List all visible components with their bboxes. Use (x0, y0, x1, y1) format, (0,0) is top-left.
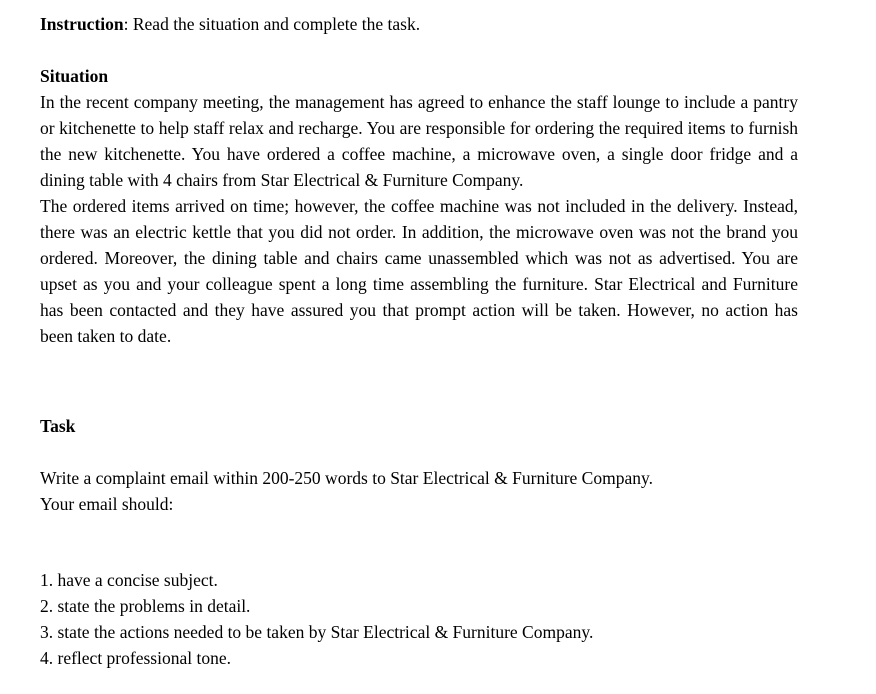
instruction-line (40, 11, 798, 37)
list-item: 2. state the problems in detail. (40, 596, 251, 616)
task-requirements-list (40, 567, 798, 671)
situation-heading: Situation (40, 66, 109, 86)
list-item: 3. state the actions needed to be taken by Star Electrical & Furniture Company. (40, 622, 594, 642)
task-instruction: Write a complaint email within 200-250 words to Star Electrical & Furniture Company. (40, 468, 653, 488)
situation-paragraph-1: In the recent company meeting, the management has agreed to enhance the staff lounge to include a pantry or kitchenette to help staff relax and recharge. You are responsible for ordering the required items to furnish the new kitchenette. You have ordered a coffee machine, a microwave oven, a single door fridge and a dining table with 4 chairs from Star Electrical & Furniture Company. (40, 92, 798, 190)
task-heading: Task (40, 416, 76, 436)
situation-paragraph-2: The ordered items arrived on time; however, the coffee machine was not included in the delivery. Instead, there was an electric kettle that you did not order. In addition, the microwave oven was not the brand you ordered. Moreover, the dining table and chairs came unassembled which was not as advertised. You are upset as you and your colleague spent a long time assembling the furniture. Star Electrical and Furniture has been contacted and they have assured you that prompt action will be taken. However, no action has been taken to date. (40, 196, 798, 346)
list-item: 4. reflect professional tone. (40, 648, 231, 668)
task-subinstruction: Your email should: (40, 494, 174, 514)
list-item: 1. have a concise subject. (40, 570, 218, 590)
document-page (40, 11, 798, 671)
instruction-label: Instruction (40, 14, 124, 34)
instruction-text: : Read the situation and complete the task. (123, 14, 421, 34)
